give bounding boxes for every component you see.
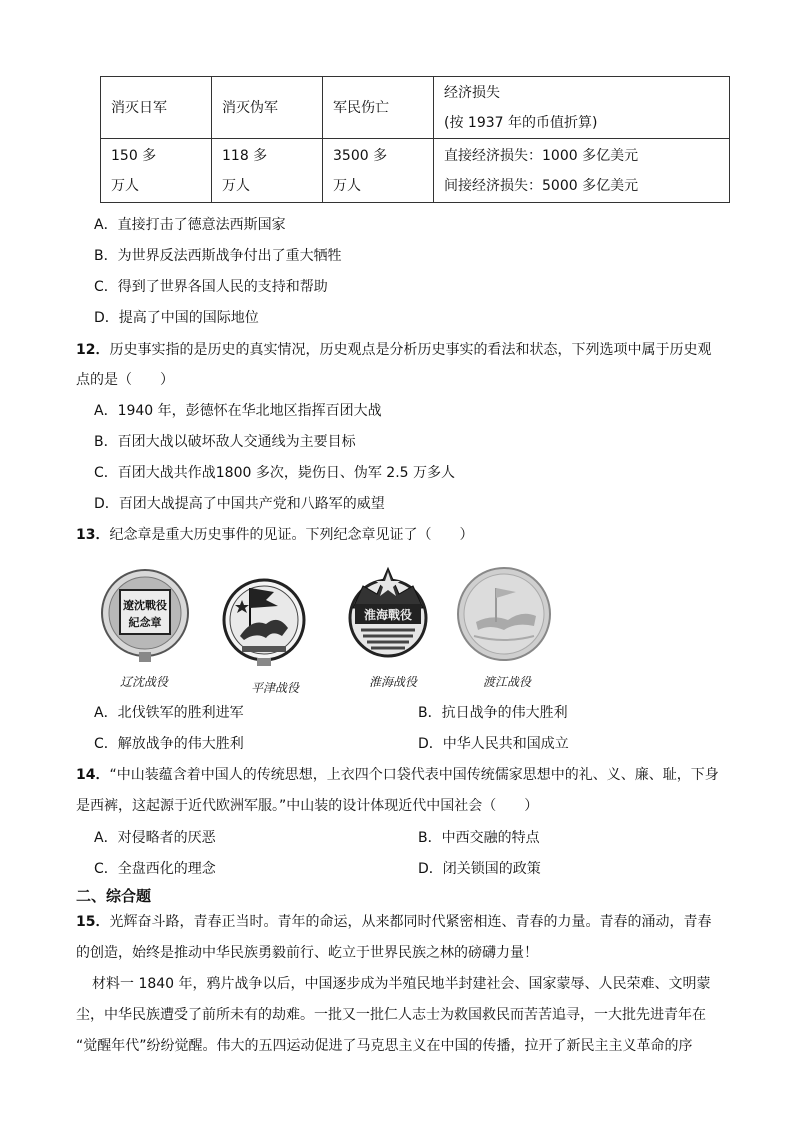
- q11-option-b: B．为世界反法西斯战争付出了重大牺牲: [94, 248, 342, 264]
- table-row: [101, 139, 730, 203]
- liaoshen-inscription-2: 紀念章: [128, 616, 162, 629]
- liaoshen-caption: 辽沈战役: [120, 675, 169, 689]
- huaihai-caption: 淮海战役: [369, 675, 418, 689]
- table-cell: [434, 139, 730, 203]
- q14-stem-line2: 是西裤，这起源于近代欧洲军服。”中山装的设计体现近代中国社会（ ）: [76, 798, 539, 814]
- q14-number: 14．: [76, 767, 110, 783]
- liaoshen-inscription-1: 遼沈戰役: [123, 599, 167, 612]
- cell-line: 118 多: [222, 147, 268, 164]
- q12-number: 12．: [76, 342, 110, 358]
- q13-stem-text: 纪念章是重大历史事件的见证。下列纪念章见证了（ ）: [109, 527, 474, 543]
- q15-stem: [76, 912, 746, 932]
- cell-line: 万人: [222, 177, 250, 194]
- header-line: 经济损失: [444, 84, 500, 101]
- cell-line: 3500 多: [333, 147, 388, 164]
- q15-stem-line2: 的创造，始终是推动中华民族勇毅前行、屹立于世界民族之林的磅礴力量！: [76, 945, 538, 961]
- q12-option-b: B．百团大战以破坏敌人交通线为主要目标: [94, 434, 356, 450]
- huaihai-medal-image: [343, 560, 433, 666]
- table-cell: [323, 139, 434, 203]
- war-loss-table: [100, 76, 730, 203]
- table-header-cell: 军民伤亡: [323, 77, 434, 139]
- q14-stem: [76, 765, 746, 785]
- q12-stem-line1: 历史事实指的是历史的真实情况，历史观点是分析历史事实的看法和状态，下列选项中属于历史观: [109, 342, 712, 358]
- table-header-cell: 消灭日军: [101, 77, 212, 139]
- huaihai-inscription: 淮海戰役: [363, 608, 413, 622]
- section-heading: 二、综合题: [76, 887, 152, 905]
- q11-option-a: A．直接打击了德意法西斯国家: [94, 217, 286, 233]
- q15-material-line3: “觉醒年代”纷纷觉醒。伟大的五四运动促进了马克思主义在中国的传播，拉开了新民主主义革命的序: [76, 1038, 693, 1054]
- q12-stem-line2: 点的是（ ）: [76, 372, 174, 388]
- q13-option-b: B．抗日战争的伟大胜利: [418, 705, 568, 721]
- q14-option-a: A．对侵略者的厌恶: [94, 830, 216, 846]
- q15-material-line2: 尘，中华民族遭受了前所未有的劫难。一批又一批仁人志士为救国救民而苦苦追寻，一大批先进青年在: [76, 1007, 706, 1023]
- q14-option-c: C．全盘西化的理念: [94, 861, 216, 877]
- liaoshen-medal-image: [100, 568, 190, 666]
- cell-line: 间接经济损失：5000 多亿美元: [444, 177, 639, 194]
- dujiang-medal-image: [456, 566, 552, 662]
- q14-option-d: D．闭关锁国的政策: [418, 861, 541, 877]
- cell-line: 万人: [111, 177, 139, 194]
- q13-option-d: D．中华人民共和国成立: [418, 736, 569, 752]
- q13-stem: [76, 525, 746, 545]
- q15-number: 15．: [76, 914, 110, 930]
- q11-option-d: D．提高了中国的国际地位: [94, 310, 259, 326]
- table-header-cell: 消灭伪军: [212, 77, 323, 139]
- q13-number: 13．: [76, 527, 110, 543]
- dujiang-caption: 渡江战役: [483, 675, 532, 689]
- table-header-cell: [434, 77, 730, 139]
- q11-option-c: C．得到了世界各国人民的支持和帮助: [94, 279, 328, 295]
- table-header-row: [101, 77, 730, 139]
- cell-line: 150 多: [111, 147, 157, 164]
- pingjin-medal-image: [222, 578, 306, 670]
- pingjin-caption: 平津战役: [251, 681, 300, 695]
- q13-option-c: C．解放战争的伟大胜利: [94, 736, 244, 752]
- header-line: (按 1937 年的币值折算): [444, 114, 598, 131]
- q14-option-b: B．中西交融的特点: [418, 830, 540, 846]
- q15-stem-line1: 光辉奋斗路，青春正当时。青年的命运，从来都同时代紧密相连、青春的力量。青春的涌动，青春: [109, 914, 712, 930]
- q14-stem-line1: “中山装蕴含着中国人的传统思想，上衣四个口袋代表中国传统儒家思想中的礼、义、廉、耻，下身: [109, 767, 719, 783]
- q12-option-c: C．百团大战共作战1800 多次，毙伤日、伪军 2.5 万多人: [94, 465, 456, 481]
- cell-line: 万人: [333, 177, 361, 194]
- q15-material-line1: 材料一 1840 年，鸦片战争以后，中国逐步成为半殖民地半封建社会、国家蒙辱、人民荣难、文明蒙: [92, 976, 711, 992]
- table-cell: [212, 139, 323, 203]
- q13-option-a: A．北伐铁军的胜利进军: [94, 705, 244, 721]
- q12-stem: [76, 340, 746, 360]
- q12-option-a: A．1940 年，彭德怀在华北地区指挥百团大战: [94, 403, 382, 419]
- cell-line: 直接经济损失：1000 多亿美元: [444, 147, 639, 164]
- q12-option-d: D．百团大战提高了中国共产党和八路军的威望: [94, 496, 385, 512]
- table-cell: [101, 139, 212, 203]
